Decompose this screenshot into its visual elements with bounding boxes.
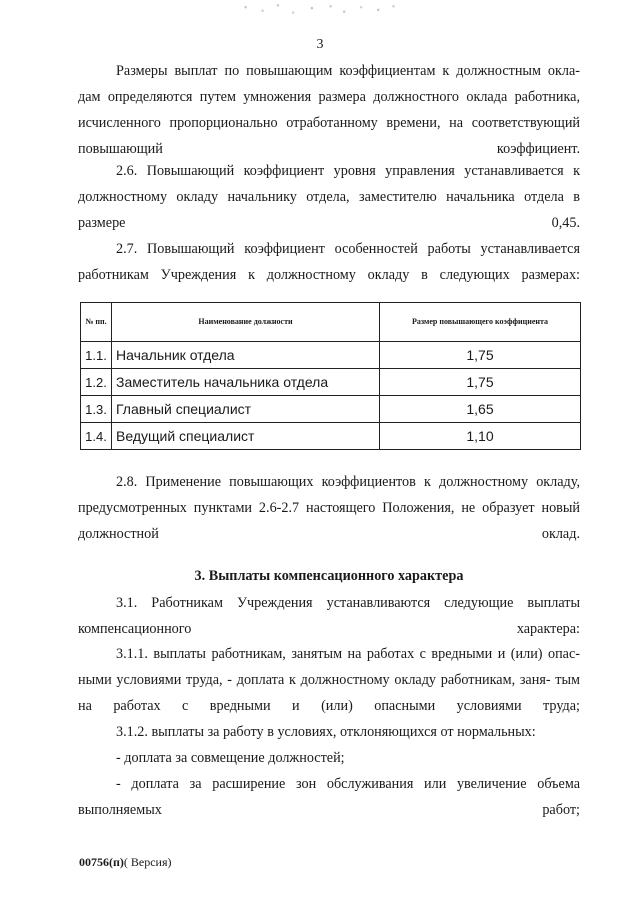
list-item-combination: - доплата за совмещение должностей;: [116, 750, 345, 766]
table-row: [81, 423, 581, 450]
coefficient-table: [80, 302, 581, 450]
document-footer: [79, 855, 172, 870]
row-number: 1.3.: [81, 396, 112, 423]
paragraph-2-8: 2.8. Применение повышающих коэффициентов к должностному окладу, предусмотренных пунктами 2.6-2.7 настоящего Положения, не образует новый должностной оклад.: [78, 474, 580, 542]
row-position: Главный специалист: [112, 396, 380, 423]
paragraph-3-1-2: 3.1.2. выплаты за работу в условиях, отклоняющихся от нормальных:: [116, 724, 536, 740]
table-row: [81, 396, 581, 423]
paragraph-3-1: 3.1. Работникам Учреждения устанавливаются следующие выплаты компенсационного характера:: [78, 595, 580, 637]
row-coefficient: 1,65: [380, 396, 581, 423]
paragraph-3-1-1: 3.1.1. выплаты работникам, занятым на работах с вредными и (или) опас- ными условиями труда, - доплата к должностному окладу работникам, заня- тым на работах с вредными и (или) опасными условиями труда;: [78, 646, 580, 714]
scan-noise: [232, 0, 402, 18]
row-coefficient: 1,75: [380, 369, 581, 396]
row-position: Заместитель начальника отдела: [112, 369, 380, 396]
footer-version: ( Версия): [123, 855, 172, 869]
paragraph-2-6: 2.6. Повышающий коэффициент уровня управления устанавливается к должностному окладу начальнику отдела, заместителю начальника отдела в размере 0,45.: [78, 163, 580, 231]
row-number: 1.2.: [81, 369, 112, 396]
page-number: 3: [316, 37, 324, 52]
header-position: Наименование должности: [112, 303, 380, 342]
footer-code: 00756(п): [79, 855, 124, 869]
table-header-row: [81, 303, 581, 342]
row-position: Начальник отдела: [112, 342, 380, 369]
row-coefficient: 1,75: [380, 342, 581, 369]
table-row: [81, 342, 581, 369]
paragraph-2-7: 2.7. Повышающий коэффициент особенностей работы устанавливается работникам Учреждения к должностному окладу в следующих размерах:: [78, 241, 580, 283]
table-row: [81, 369, 581, 396]
list-item-expansion: - доплата за расширение зон обслуживания или увеличение объема выполняемых работ;: [78, 776, 580, 818]
paragraph-payment-sizes: Размеры выплат по повышающим коэффициентам к должностным окла- дам определяются путем умножения размера должностного оклада работника, исчисленного пропорционально отработанному времени, на соответствующий повышающий коэффициент.: [78, 63, 580, 157]
row-number: 1.4.: [81, 423, 112, 450]
row-position: Ведущий специалист: [112, 423, 380, 450]
header-coefficient: Размер повышающего коэффициента: [380, 303, 581, 342]
row-coefficient: 1,10: [380, 423, 581, 450]
header-number: № пп.: [81, 303, 112, 342]
section-3-heading: 3. Выплаты компенсационного характера: [194, 568, 464, 584]
row-number: 1.1.: [81, 342, 112, 369]
